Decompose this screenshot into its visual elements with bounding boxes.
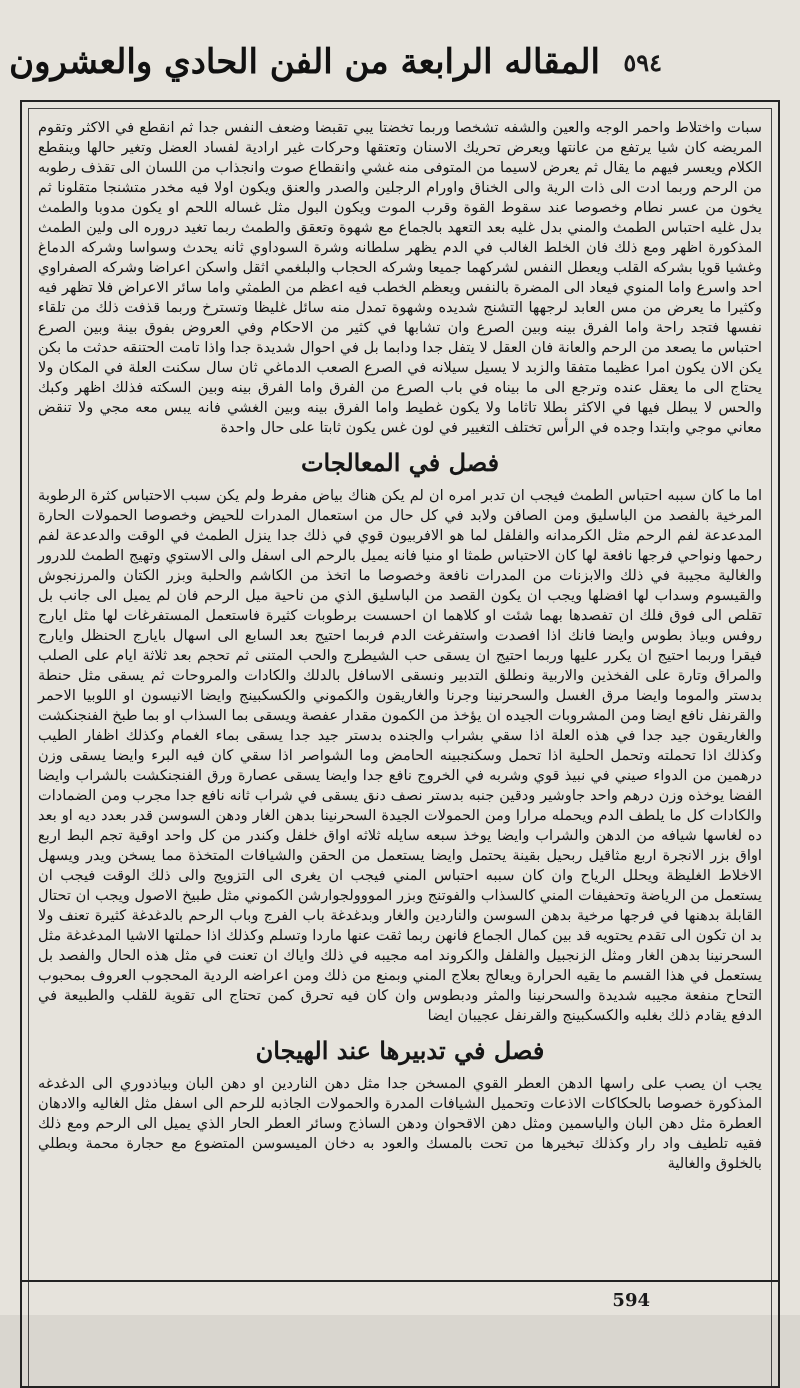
paragraph-agitation: يجب ان يصب على راسها الدهن العطر القوي المسخن جدا مثل دهن الناردين او دهن البان وبياذدوري الى الدغدغه المذكورة خصوصا بالحكاكات الاذعات وتحميل الشيافات المدرة والحمولات الجاذبه للرحم الى اسفل مثل الغاليه والادهان العطرة مثل دهن البان والياسمين ومثل دهن الاقحوان ودهن الساذج وسائر العطر الحار الذي يميل الى الرحم ومع ذلك فقيه تلطيف واد رار وكذلك تبخيرها من تحت بالمسك والعود به دخان الميسوسن المتضوع مع حجارة محمة وبطلي بالخلوق والغالية — [38, 1075, 762, 1172]
running-title: المقاله الرابعة من الفن الحادي والعشرون — [9, 42, 600, 82]
page-number-top: ٥٩٤ — [623, 48, 662, 77]
paragraph-treatments: اما ما كان سببه احتباس الطمث فيجب ان تدبر امره ان لم يكن هناك بياض مفرط ولم يكن سبب الاحتباس كثرة الرطوبة المرخية بالفصد من الباسليق ومن الصافن ولابد في كل حال من استعمال المدرات للحيض وخصوصا الحمولات الحارة المدعدعة لفم الرحم مثل الكرمدانه والفلفل لما هو الافربيون قوي في ذلك جدا ينزل الطمث في الوقت والدعدعة لفم رحمها ونواحي فرجها نافعة لها كان الاحتباس طمثا او منيا فانه يميل بالرحم الى اسفل والى الاستوي وتهيج الطمث للدرور والغالية مجيبة في ذلك والابزنات من المدرات نافعة وخصوصا ما اتخذ من الكاشم والحلبة وبزر الكتان والمرزنجوش والقيسوم وسداب لها افضلها ويجب ان يكون القصد من الباسليق الذي من ناحية ميل الرحم فان لم يميل الى جانب بل تقلص الى فوق فلك ان تفصدها بهما شئت او كلاهما ان احسست برطوبات كثيرة فاستعمل المستفرغات لها مثل ايارج روفس وبياذ بطوس وايضا فانك اذا افصدت واستفرغت الدم فربما احتيج بعد السابع الى اسهال بايارج الحنظل وايارج فيقرا وربما احتيج ان يكرر عليها وربما احتيج ان يسقى حب الشيطرج والحب المتنى ثم تحجم بعد ثلاثة ايام على الصلب والمراق وتارة على الفخذين والاربية ونطلق التدبير ونسقى الاسافل بالدلك والكادات والمروحات ثم يسقى مثل حنطة بدستر والموما وايضا مرق الغسل والسحرنينا وجرنا والغاريقون والكموني والكسكبينج وايضا الانيسون او اللوبيا الاحمر والقرنفل نافع ايضا ومن المشروبات الجيده ان يؤخذ من الكمون مقدار عفصة ويسقى بما السذاب او بما طبخ الفنجنكشت والغاريقون جيد جدا في هذه العلة اذا سقي بشراب والجنده بدستر جيد جدا يسقى بماء الغمام وكذلك اظفار الطيب وكذلك اذا تحملته وتحمل الحلية اذا تحمل وسكنجبينه الحامض وما الشواصر اذا سقي كان فيه البرء وايضا يسقى وزن درهمين من الدواء صيني في نبيذ قوي وشربه في الخروج نافع جدا وايضا يسقى عصارة ورق الفنجنكشت بالشراب وايضا الفضا يوخذه وزن درهم واحد جاوشير ودقين جنبه بدستر نصف دنق يسقى في شراب ثانه نافع جدا مجرب ومن الضمادات والكادات كل ما يلطف الدم ويحمله مرارا ومن الحمولات الجيدة السحرنينا بدهن الغار ودهن السوسن قدر بعدد ديه او بعد ده لغاسها شيافه من الدهن والشراب وايضا يوخذ سبعه سايله ثلاثه اواق خلفل وكندر من كل واحد اوقية تجم البط اربع اواق بزر الانجرة اربع مثاقيل ربحيل بقينة يحتمل وايضا يستعمل من الحقن والشيافات المتخذة مما يسخن ويدر ويسهل الاخلاط الغليظة ويحلل الرياح وان كان سببه احتباس المني فيجب ان يغرى الى التزويج والى ذلك الوقت فيجب ان يستعمل من الرياضة وتحفيفات المني كالسذاب والفوتنج وبزر المووولجوارشن الكموني مثل طبيخ الاصول ويجب ان تحتال القابلة بدهنها في فرجها مرخية بدهن السوسن والناردين والغار وبدغدغة باب الفرج وباب الرحم بالدغدغة كثيرة تعنف ولا بد ان تكون الى تقدم يحتويه قد بين كمال الجماع فانهن ربما ثقت عنها ماردا وتسلم وكذلك اذا حملتها الاشيا المدغدغة مثل السحرنينا بدهن الغار ومثل الزنجبيل والفلفل والكروند امه مجيبه في ذلك واياك ان تعنت في مثل هذه الحال والفصد بل يستعمل في هذا القسم ما يقيه الحرارة ويعالج بعلاج المني وبمنع من ذلك ومن اعراضه الردية المحجوب العروف بمحبوب التحاح منفعة مجيبه شديدة والسحرنينا والمثر ودبطوس وان كان فيه تحرق كمن تحتاج الى تقوية للقلب والطبيعة في الدفع يقادم ذلك بغلبه والكسكبينج والقرنفل عجيبان ايضا — [38, 487, 762, 1024]
section-heading-agitation: فصل في تدبيرها عند الهيجان — [255, 1036, 545, 1065]
paragraph-symptoms: سبات واختلاط واحمر الوجه والعين والشفه تشخصا وربما تخضتا يبي تقبضا وضعف النفس جدا ثم انقطع في الاكثر وتقوم المريضه كان شيا يرتفع من عانتها ويعرض تحريك الاسنان وتعتقها وحركات غير ارادية لفساد العضل وتغير حالها وينقطع الكلام ويعسر فيهم ما يقال ثم يعرض لاسيما من المتوفى منه غشي وانقطاع صوت وانجذاب من اللسان الى تقذف رطوبه من الرحم وربما ادت الى ذات الرية والى الخناق واورام الرجلين والصدر والعنق ويكون اولا فيه مخدر متشنجا متقلونا ثم يخون من عسر نطام وخصوصا عند سقوط القوة وقرب الموت ويكون البول مثل غساله اللحم او يكون مدوبا والطمث بدل غليه احتباس الطمث والمني بدل غليه بعد التعهد بالجماع مع شهوة وتعقق والطمث ربما تغيد دروره الى ولين الطمث المذكورة اظهر ومع ذلك فان الخلط الغالب في الدم يظهر سلطانه وشرة السوداوي ثانه يحدث وسواسا وشركه الدماغ وغشيا قويا بشركه القلب ويعطل النفس لشركهما جميعا وشركه الحجاب والبلغمي اثقل واسكن اعراضا وشركه الصفراوي احد واسرع واما المنوي فيعاد الى المضرة بالنفس ويعظم الخطب فيه اعظم من الطمثي واما سائر الاعراض فلا تظهر فيه وكثيرا ما يعرض من مس العابد لرجهها التشنج شديده وشهوة تمدل منه سائل غليظا وتسترخ وربما قذفت ذلك من تلقاء نفسها فتجد راحة واما الفرق بينه وبين الصرع وان تشابها في كثير من الاحكام وفي العروض بفوق بينة وبين الصرع احتباس ما يصعد من الرحم والعانة فان العقل لا يتفل جدا ودابما بل في احوال شديدة جدا واذا تامت الحتنقه حدثت ما بكن يكن الان يكون امرا عظيما متفقا والزبد لا يسيل سيلانه في الصرع الصعب الدماغي ثان سال سكنت العلة في المكان ولا يحتاج الى ما يعقل عنده وترجع الى ما بيناه في باب الصرع من الفرق واما الفرق بينه وبين السكته فذلك اظهر وكبك والحس لا يبطل فيها في الاكثر بطلا تاثاما ولا يكون غطيط واما الفرق بينه وبين الغشي فانه يبس معه مجي ولا تنقض معاني موجي وابتدا وجده في الرأس تختلف التغيير في لون غس يكون ثابتا على حال واحدة — [38, 119, 762, 436]
section-heading-treatments: فصل في المعالجات — [300, 448, 500, 477]
text-body — [38, 118, 762, 1273]
page-header — [9, 38, 780, 96]
page-number-bottom: 594 — [612, 1290, 650, 1311]
bottom-rule — [22, 1280, 778, 1290]
